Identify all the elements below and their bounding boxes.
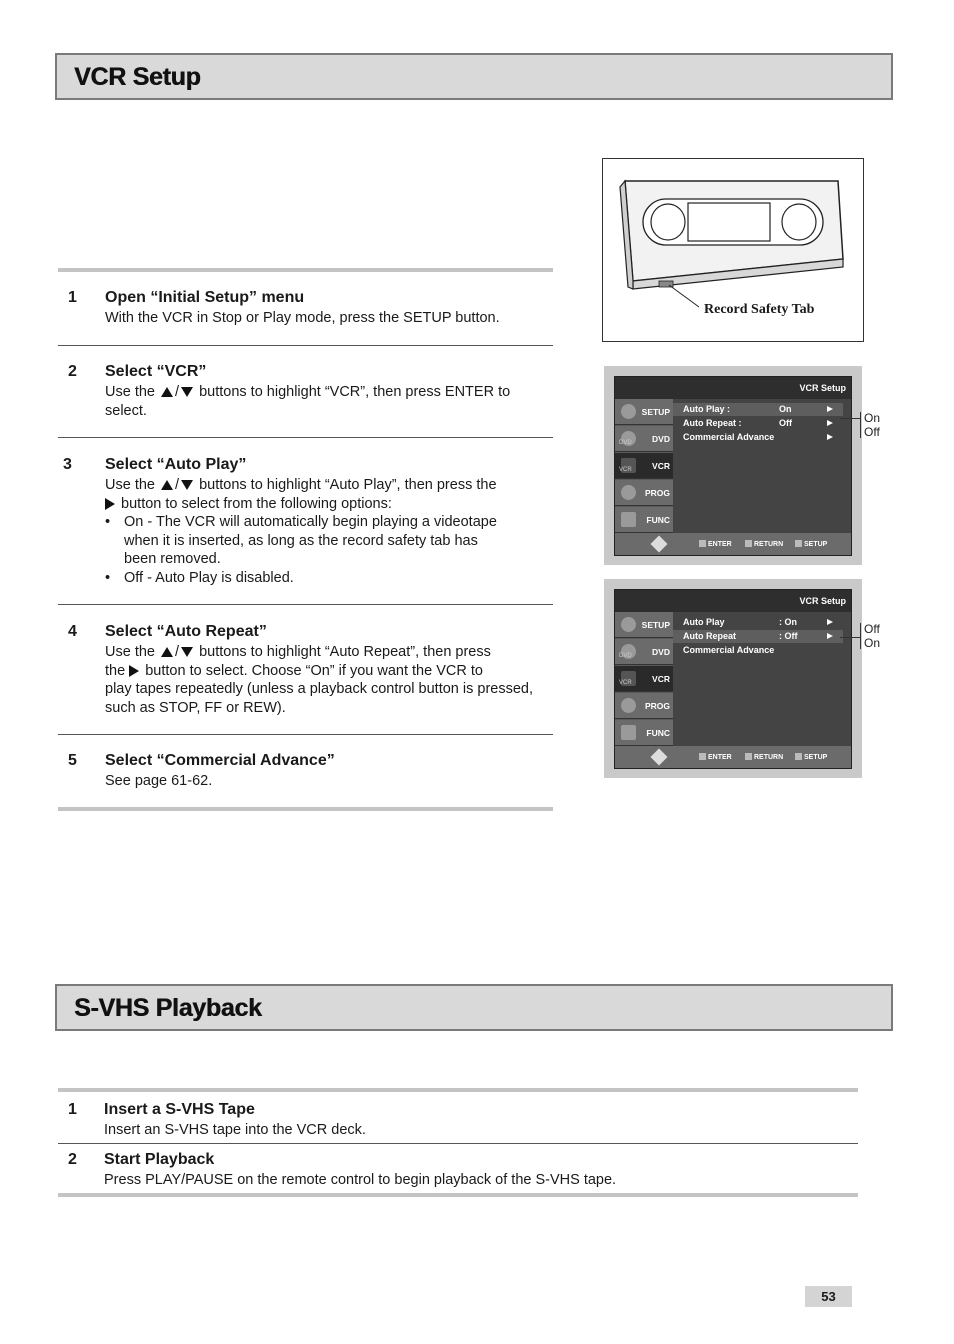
right-arrow-icon bbox=[827, 420, 833, 426]
grid-icon bbox=[621, 725, 636, 740]
osd-enter-hint bbox=[699, 753, 732, 761]
vcr-setup-header bbox=[55, 53, 893, 100]
osd-row-auto-repeat bbox=[673, 630, 843, 643]
right-arrow-icon bbox=[129, 665, 139, 677]
callout-bracket bbox=[860, 623, 861, 649]
separator: / bbox=[175, 477, 180, 493]
osd-topbar bbox=[615, 590, 851, 612]
osd-side-label: FUNC bbox=[646, 728, 670, 738]
osd-icon-caption: DVD bbox=[619, 653, 632, 659]
osd-side-label: FUNC bbox=[646, 515, 670, 525]
osd-hint-label: SETUP bbox=[804, 754, 828, 761]
osd-bottombar bbox=[615, 746, 851, 768]
osd-side-label: PROG bbox=[644, 701, 670, 711]
text: buttons to highlight “Auto Play”, then press the bbox=[199, 477, 497, 493]
osd-side-label: PROG bbox=[644, 488, 670, 498]
callout-option: On bbox=[864, 411, 881, 425]
step-heading: Select “VCR” bbox=[105, 363, 207, 380]
step-body: With the VCR in Stop or Play mode, press the SETUP button. bbox=[105, 310, 500, 326]
osd-side-vcr bbox=[615, 666, 673, 692]
step-heading: Select “Auto Play” bbox=[105, 456, 247, 473]
osd-return-hint bbox=[745, 753, 783, 761]
osd-return-hint bbox=[745, 540, 783, 548]
osd-row-commercial-advance bbox=[673, 644, 843, 657]
step-number: 2 bbox=[68, 1151, 77, 1168]
osd-side-setup bbox=[615, 612, 673, 638]
right-arrow-icon bbox=[827, 633, 833, 639]
up-arrow-icon bbox=[161, 480, 173, 490]
step-heading: Open “Initial Setup” menu bbox=[105, 289, 305, 306]
osd-main bbox=[673, 399, 851, 533]
osd1-callout bbox=[864, 411, 880, 439]
enter-icon bbox=[699, 540, 706, 547]
osd-hint-label: ENTER bbox=[708, 754, 732, 761]
return-icon bbox=[745, 753, 752, 760]
return-icon bbox=[745, 540, 752, 547]
step-number: 1 bbox=[68, 289, 77, 306]
divider bbox=[58, 604, 553, 605]
osd-row-commercial-advance bbox=[673, 431, 843, 444]
step-body bbox=[105, 476, 497, 587]
down-arrow-icon bbox=[181, 480, 193, 490]
osd-side-setup bbox=[615, 399, 673, 425]
right-arrow-icon bbox=[827, 406, 833, 412]
text: been removed. bbox=[124, 551, 221, 567]
clock-icon bbox=[621, 485, 636, 500]
osd-side-label: VCR bbox=[652, 674, 670, 684]
page-number: 53 bbox=[805, 1286, 852, 1307]
osd-row-key: Auto Repeat bbox=[683, 631, 737, 641]
setup-icon bbox=[795, 753, 802, 760]
osd-hint-label: ENTER bbox=[708, 541, 732, 548]
right-arrow-icon bbox=[827, 619, 833, 625]
osd-row-auto-repeat bbox=[673, 417, 843, 430]
down-arrow-icon bbox=[181, 647, 193, 657]
bullet-item bbox=[105, 513, 497, 569]
osd-icon-caption: DVD bbox=[619, 440, 632, 446]
osd-setup-hint bbox=[795, 540, 827, 548]
text: • On - The VCR will automatically begin playing a videotape bbox=[124, 514, 497, 530]
svhs-playback-header bbox=[55, 984, 893, 1031]
navigation-pad-icon bbox=[651, 536, 668, 553]
osd2-callout bbox=[864, 622, 880, 650]
clock-icon bbox=[621, 698, 636, 713]
callout-leader bbox=[840, 418, 860, 419]
callout-option: Off bbox=[864, 425, 880, 439]
osd-icon-caption: VCR bbox=[619, 467, 632, 473]
osd-row-auto-play bbox=[673, 616, 843, 629]
osd-row-key: Auto Play bbox=[683, 617, 725, 627]
gear-icon bbox=[621, 617, 636, 632]
osd-side-label: SETUP bbox=[641, 407, 670, 417]
step-number: 1 bbox=[68, 1101, 77, 1118]
osd-side-dvd bbox=[615, 426, 673, 452]
osd-topbar bbox=[615, 377, 851, 399]
text: play tapes repeatedly (unless a playback control button is pressed, bbox=[105, 681, 533, 697]
text: button to select. Choose “On” if you want the VCR to bbox=[145, 662, 483, 679]
osd-side-func bbox=[615, 720, 673, 746]
osd-row-key: Auto Repeat : bbox=[683, 418, 742, 428]
step-heading: Select “Auto Repeat” bbox=[105, 623, 267, 640]
text: the bbox=[105, 662, 126, 679]
up-arrow-icon bbox=[161, 387, 173, 397]
gear-icon bbox=[621, 404, 636, 419]
osd-screen-auto-repeat bbox=[604, 579, 862, 778]
down-arrow-icon bbox=[181, 387, 193, 397]
separator: / bbox=[175, 384, 180, 400]
step-heading: Select “Commercial Advance” bbox=[105, 752, 335, 769]
step-body: Press PLAY/PAUSE on the remote control to begin playback of the S-VHS tape. bbox=[104, 1172, 617, 1188]
navigation-pad-icon bbox=[651, 749, 668, 766]
bullet-item bbox=[105, 569, 497, 588]
osd-hint-label: RETURN bbox=[754, 541, 784, 548]
osd-sidebar bbox=[615, 399, 673, 533]
osd-side-label: DVD bbox=[652, 647, 670, 657]
text: select. bbox=[105, 402, 147, 419]
divider bbox=[58, 1143, 858, 1144]
text: Use the bbox=[105, 477, 155, 493]
vhs-tape-illustration bbox=[602, 158, 864, 342]
osd-icon-caption: VCR bbox=[619, 680, 632, 686]
osd-side-dvd bbox=[615, 639, 673, 665]
step-body bbox=[105, 383, 510, 420]
text: Use the bbox=[105, 644, 155, 660]
record-safety-tab-label: Record Safety Tab bbox=[704, 302, 815, 317]
text: button to select from the following options: bbox=[121, 495, 392, 512]
step-number: 5 bbox=[68, 752, 77, 769]
text: • Off - Auto Play is disabled. bbox=[124, 569, 294, 586]
step-body bbox=[105, 643, 533, 717]
divider bbox=[58, 1088, 858, 1092]
osd-sidebar bbox=[615, 612, 673, 746]
osd-side-vcr bbox=[615, 453, 673, 479]
osd-screen-auto-play bbox=[604, 366, 862, 565]
step-number: 2 bbox=[68, 363, 77, 380]
right-arrow-icon bbox=[827, 434, 833, 440]
text: Use the bbox=[105, 384, 155, 400]
divider bbox=[58, 1193, 858, 1197]
osd-hint-label: SETUP bbox=[804, 541, 828, 548]
osd-side-label: DVD bbox=[652, 434, 670, 444]
osd-hint-label: RETURN bbox=[754, 754, 784, 761]
osd-side-prog bbox=[615, 693, 673, 719]
text: buttons to highlight “Auto Repeat”, then press bbox=[199, 644, 491, 660]
step-heading: Insert a S-VHS Tape bbox=[104, 1101, 255, 1118]
osd-side-label: SETUP bbox=[641, 620, 670, 630]
text: when it is inserted, as long as the record safety tab has bbox=[124, 532, 478, 549]
callout-option: On bbox=[864, 636, 881, 650]
divider bbox=[58, 734, 553, 735]
osd-setup-hint bbox=[795, 753, 827, 761]
osd-row-auto-play bbox=[673, 403, 843, 416]
osd-row-value: On bbox=[779, 404, 792, 414]
osd-row-value: : On bbox=[779, 617, 797, 627]
up-arrow-icon bbox=[161, 647, 173, 657]
divider bbox=[58, 268, 553, 272]
osd-display bbox=[614, 376, 852, 556]
divider bbox=[58, 807, 553, 811]
osd-row-key: Auto Play : bbox=[683, 404, 731, 414]
grid-icon bbox=[621, 512, 636, 527]
divider bbox=[58, 437, 553, 438]
osd-side-label: VCR bbox=[652, 461, 670, 471]
step-body: See page 61-62. bbox=[105, 773, 213, 789]
osd-side-prog bbox=[615, 480, 673, 506]
osd-display bbox=[614, 589, 852, 769]
osd-row-value: Off bbox=[779, 418, 792, 428]
step-heading: Start Playback bbox=[104, 1151, 215, 1168]
osd-menu-title: VCR Setup bbox=[799, 596, 846, 606]
osd-bottombar bbox=[615, 533, 851, 555]
separator: / bbox=[175, 644, 180, 660]
callout-bracket bbox=[860, 412, 861, 438]
osd-menu-title: VCR Setup bbox=[799, 383, 846, 393]
osd-enter-hint bbox=[699, 540, 732, 548]
text: such as STOP, FF or REW). bbox=[105, 699, 286, 716]
osd-row-key: Commercial Advance bbox=[683, 645, 775, 655]
section-title: VCR Setup bbox=[74, 63, 201, 91]
step-number: 4 bbox=[68, 623, 77, 640]
step-number: 3 bbox=[63, 456, 72, 473]
osd-row-value: : Off bbox=[779, 631, 798, 641]
osd-side-func bbox=[615, 507, 673, 533]
callout-option: Off bbox=[864, 622, 880, 636]
text: buttons to highlight “VCR”, then press ENTER to bbox=[199, 384, 511, 400]
enter-icon bbox=[699, 753, 706, 760]
osd-main bbox=[673, 612, 851, 746]
step-body: Insert an S-VHS tape into the VCR deck. bbox=[104, 1122, 366, 1138]
callout-leader bbox=[840, 637, 860, 638]
right-arrow-icon bbox=[105, 498, 115, 510]
divider bbox=[58, 345, 553, 346]
osd-row-key: Commercial Advance bbox=[683, 432, 775, 442]
section-title: S-VHS Playback bbox=[74, 994, 262, 1022]
setup-icon bbox=[795, 540, 802, 547]
